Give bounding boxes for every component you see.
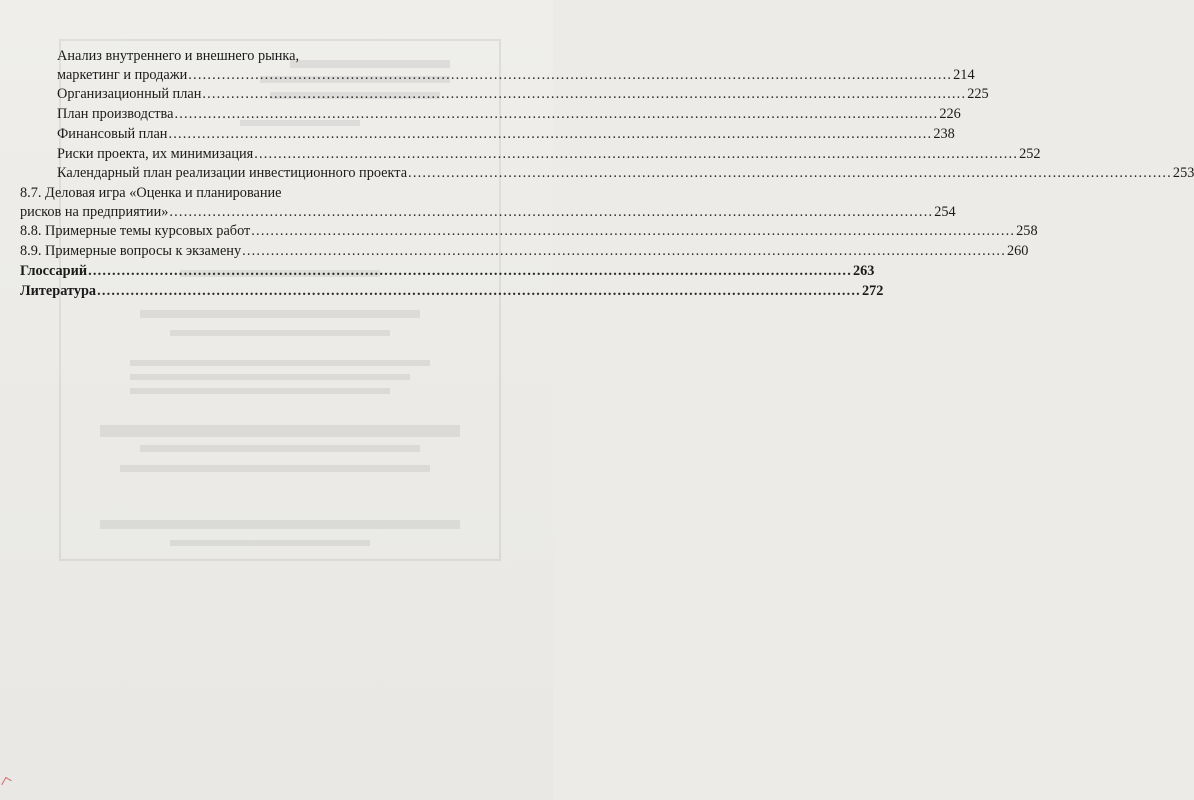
toc-leader-dots: ................................................................................................................................................................ <box>202 86 967 102</box>
toc-entry <box>57 164 1194 182</box>
toc-leader-dots: ................................................................................................................................................................ <box>242 243 1006 259</box>
toc-entry <box>57 125 955 143</box>
toc-entry <box>20 203 956 221</box>
toc-page-number: 272 <box>861 283 884 299</box>
toc-entry-title: Литература <box>20 283 97 299</box>
toc-entry-title: Организационный план <box>57 86 202 102</box>
toc-page-number: 258 <box>1016 223 1038 239</box>
toc-page-number: 263 <box>852 263 875 279</box>
toc-entry <box>20 282 884 300</box>
toc-entry-title: 8.8. Примерные темы курсовых работ <box>20 223 251 239</box>
toc-page-number: 238 <box>933 126 955 142</box>
toc-leader-dots: ................................................................................................................................................................ <box>174 106 939 122</box>
toc-entry-title: 8.9. Примерные вопросы к экзамену <box>20 243 242 259</box>
toc-entry-title: Риски проекта, их минимизация <box>57 146 254 162</box>
toc-entry <box>57 66 975 84</box>
toc-page-number: 254 <box>934 204 956 220</box>
toc-entry-title: Календарный план реализации инвестиционного проекта <box>57 165 408 181</box>
toc-entry-line <box>20 184 282 202</box>
toc-entry-title: Финансовый план <box>57 126 168 142</box>
toc-page-number: 226 <box>939 106 961 122</box>
toc-entry <box>20 222 1038 240</box>
toc-entry <box>20 242 1029 260</box>
toc-entry-title: План производства <box>57 106 174 122</box>
toc-entry <box>57 105 961 123</box>
toc-leader-dots: ................................................................................................................................................................ <box>254 146 1019 162</box>
toc-entry <box>57 145 1041 163</box>
toc-leader-dots: ................................................................................................................................................................ <box>97 283 861 299</box>
toc-entry <box>20 262 875 280</box>
toc-entry-line <box>57 47 299 65</box>
toc-page-number: 214 <box>953 67 975 83</box>
toc-page-number: 253 <box>1172 165 1194 181</box>
toc-entry-title-line1: 8.7. Деловая игра «Оценка и планирование <box>20 185 282 201</box>
toc-leader-dots: ................................................................................................................................................................ <box>251 223 1016 239</box>
toc-leader-dots: ................................................................................................................................................................ <box>188 67 953 83</box>
toc-entry-title: Глоссарий <box>20 263 88 279</box>
toc-entry <box>57 85 989 103</box>
toc-page-number: 252 <box>1019 146 1041 162</box>
toc-entry-title: рисков на предприятии» <box>20 204 169 220</box>
toc-leader-dots: ................................................................................................................................................................ <box>169 204 934 220</box>
toc-leader-dots: ................................................................................................................................................................ <box>168 126 933 142</box>
toc-entry-title-line1: Анализ внутреннего и внешнего рынка, <box>57 48 300 64</box>
toc-leader-dots: ................................................................................................................................................................ <box>408 165 1172 181</box>
toc-leader-dots: ................................................................................................................................................................ <box>88 263 852 279</box>
toc-page-number: 260 <box>1006 243 1029 259</box>
toc-entry-title: маркетинг и продажи <box>57 67 188 83</box>
toc-page-number: 225 <box>967 86 989 102</box>
